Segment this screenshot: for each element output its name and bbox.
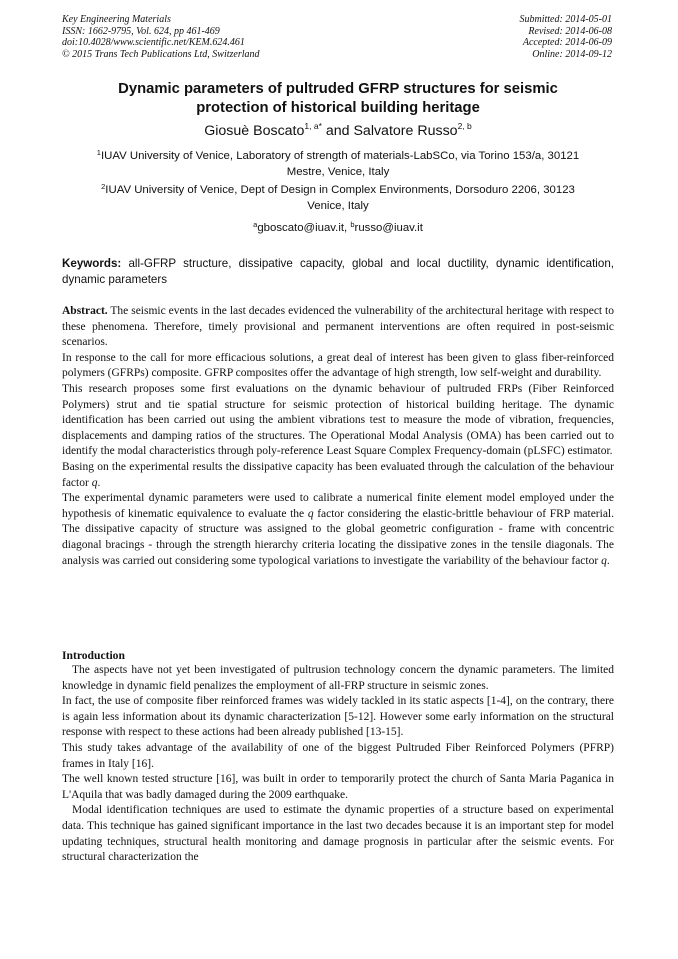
author-2: and Salvatore Russo bbox=[321, 123, 458, 139]
author-1: Giosuè Boscato bbox=[204, 123, 305, 139]
keywords bbox=[62, 256, 614, 288]
abstract-text-5b: factor considering the elastic-brittle behaviour of FRP material. The dissipative capacity of structure was assigned to the global geometric configuration - frame with concentric diagonal bracings - through the strength hierarchy criteria locating the dissipative zones in the tensile diagonals. The analysis was carried out considering some typological variations to investigate the variability of the behaviour factor bbox=[62, 507, 614, 567]
copyright: © 2015 Trans Tech Publications Ltd, Switzerland bbox=[62, 48, 260, 60]
accepted-date: Accepted: 2014-06-09 bbox=[522, 37, 612, 49]
q-symbol: q bbox=[307, 507, 314, 520]
journal-header-left bbox=[62, 14, 260, 60]
abstract bbox=[62, 304, 614, 569]
title-line-2: protection of historical building heritage bbox=[196, 99, 480, 116]
author-1-sup: 1, a* bbox=[304, 121, 322, 131]
intro-paragraph: This study takes advantage of the availability of one of the biggest Pultruded Fiber Reinforced Polymers (PFRP) frames in Italy [16]. bbox=[62, 741, 614, 770]
journal-header-right bbox=[520, 14, 613, 60]
online-date: Online: 2014-09-12 bbox=[532, 48, 612, 60]
email-b-sup: b bbox=[350, 220, 355, 229]
intro-paragraph: The well known tested structure [16], was built in order to temporarily protect the church of Santa Maria Paganica in L'Aquila that was badly damaged during the 2009 earthquake. bbox=[62, 773, 614, 801]
intro-paragraph: The aspects have not yet been investigated of pultrusion technology concern the dynamic parameters. The limited knowledge in dynamic field penalizes the employment of all-FRP structure in seismic zones. bbox=[62, 664, 614, 692]
affiliation-2-sup: 2 bbox=[101, 182, 106, 191]
abstract-text-4: Basing on the experimental results the dissipative capacity has been evaluated through the calculation of the behaviour factor bbox=[62, 460, 614, 489]
submitted-date: Submitted: 2014-05-01 bbox=[519, 14, 612, 25]
intro-paragraph: In fact, the use of composite fiber reinforced frames was widely tackled in its static aspects [1-4], on the contrary, there is again less information about its dynamic characterization [5-12]. However some early information on the structural response with respect to these actions had been already published [13-15]. bbox=[62, 695, 614, 739]
abstract-text-5a: The experimental dynamic parameters were used to calibrate a numerical finite element model employed under the hypothesis of kinematic equivalence to evaluate the bbox=[62, 492, 614, 520]
abstract-paragraph bbox=[62, 304, 614, 351]
journal-name: Key Engineering Materials bbox=[62, 14, 171, 25]
affiliation-1-sup: 1 bbox=[96, 148, 101, 157]
abstract-text-1: The seismic events in the last decades evidenced the vulnerability of the architectural heritage with respect to these phenomena. Therefore, timely provisional and permanent interventions are often required in post-seismic scenarios. bbox=[62, 305, 614, 349]
authors bbox=[62, 122, 614, 140]
affiliation-1-line-2: Mestre, Venice, Italy bbox=[286, 166, 390, 178]
q-symbol: q bbox=[601, 554, 607, 567]
abstract-paragraph: In response to the call for more efficacious solutions, a great deal of interest has been given to glass fiber-reinforced polymers (GFRPs) composite. GFRP composites offer the advantage of high strength, low self-weight and durability. bbox=[62, 351, 614, 380]
abstract-text-5-end: . bbox=[606, 554, 610, 567]
abstract-paragraph: This research proposes some first evaluations on the dynamic behaviour of pultruded FRPs (Fiber Reinforced Polymers) strut and tie spatial structure for seismic protection of historical building heritage. The dynamic identification has been carried out using the ambient vibrations test to measure the mode of vibration, frequencies, displacements and damping ratios of the structures. The Operational Modal Analysis (OMA) has been carried out to identify the modal characteristics through poly-reference Least Square Complex Frequency-domain (pLSFC) estimator. bbox=[62, 382, 614, 458]
email-a-link[interactable]: gboscato@iuav.it, bbox=[257, 222, 351, 234]
introduction-body bbox=[62, 663, 614, 866]
affiliation-1-line-1: IUAV University of Venice, Laboratory of strength of materials-LabSCo, via Torino 153/a, 30121 bbox=[100, 150, 580, 162]
email-a-sup: a bbox=[253, 220, 258, 229]
abstract-text-4-end: . bbox=[97, 476, 101, 489]
introduction-heading: Introduction bbox=[62, 649, 125, 662]
author-emails bbox=[62, 220, 614, 236]
issn: ISSN: 1662-9795, Vol. 624, pp 461-469 bbox=[62, 25, 220, 37]
doi: doi:10.4028/www.scientific.net/KEM.624.461 bbox=[62, 37, 245, 49]
keywords-text: all-GFRP structure, dissipative capacity, global and local ductility, dynamic identification, dynamic parameters bbox=[62, 257, 614, 286]
affiliation-2-line-1: IUAV University of Venice, Dept of Design in Complex Environments, Dorsoduro 2206, 30123 bbox=[105, 184, 575, 196]
affiliation-1 bbox=[62, 148, 614, 180]
keywords-label: Keywords: bbox=[62, 257, 122, 270]
paper-title bbox=[62, 80, 614, 117]
title-line-1: Dynamic parameters of pultruded GFRP structures for seismic bbox=[118, 81, 558, 97]
revised-date: Revised: 2014-06-08 bbox=[528, 25, 612, 37]
abstract-paragraph bbox=[62, 491, 614, 569]
intro-paragraph: Modal identification techniques are used to estimate the dynamic properties of a structure based on experimental data. This technique has gained significant importance in the last two decades because it is an important step for model updating techniques, structural health monitoring and damage prognosis in particular after the seismic events. For structural characterization the bbox=[62, 804, 614, 864]
abstract-label: Abstract. bbox=[62, 305, 108, 317]
affiliation-2 bbox=[62, 182, 614, 214]
abstract-paragraph bbox=[62, 460, 614, 491]
q-symbol: q bbox=[91, 476, 98, 489]
author-2-sup: 2, b bbox=[457, 121, 472, 131]
affiliation-2-line-2: Venice, Italy bbox=[307, 200, 369, 212]
email-b-link[interactable]: russo@iuav.it bbox=[354, 222, 423, 234]
